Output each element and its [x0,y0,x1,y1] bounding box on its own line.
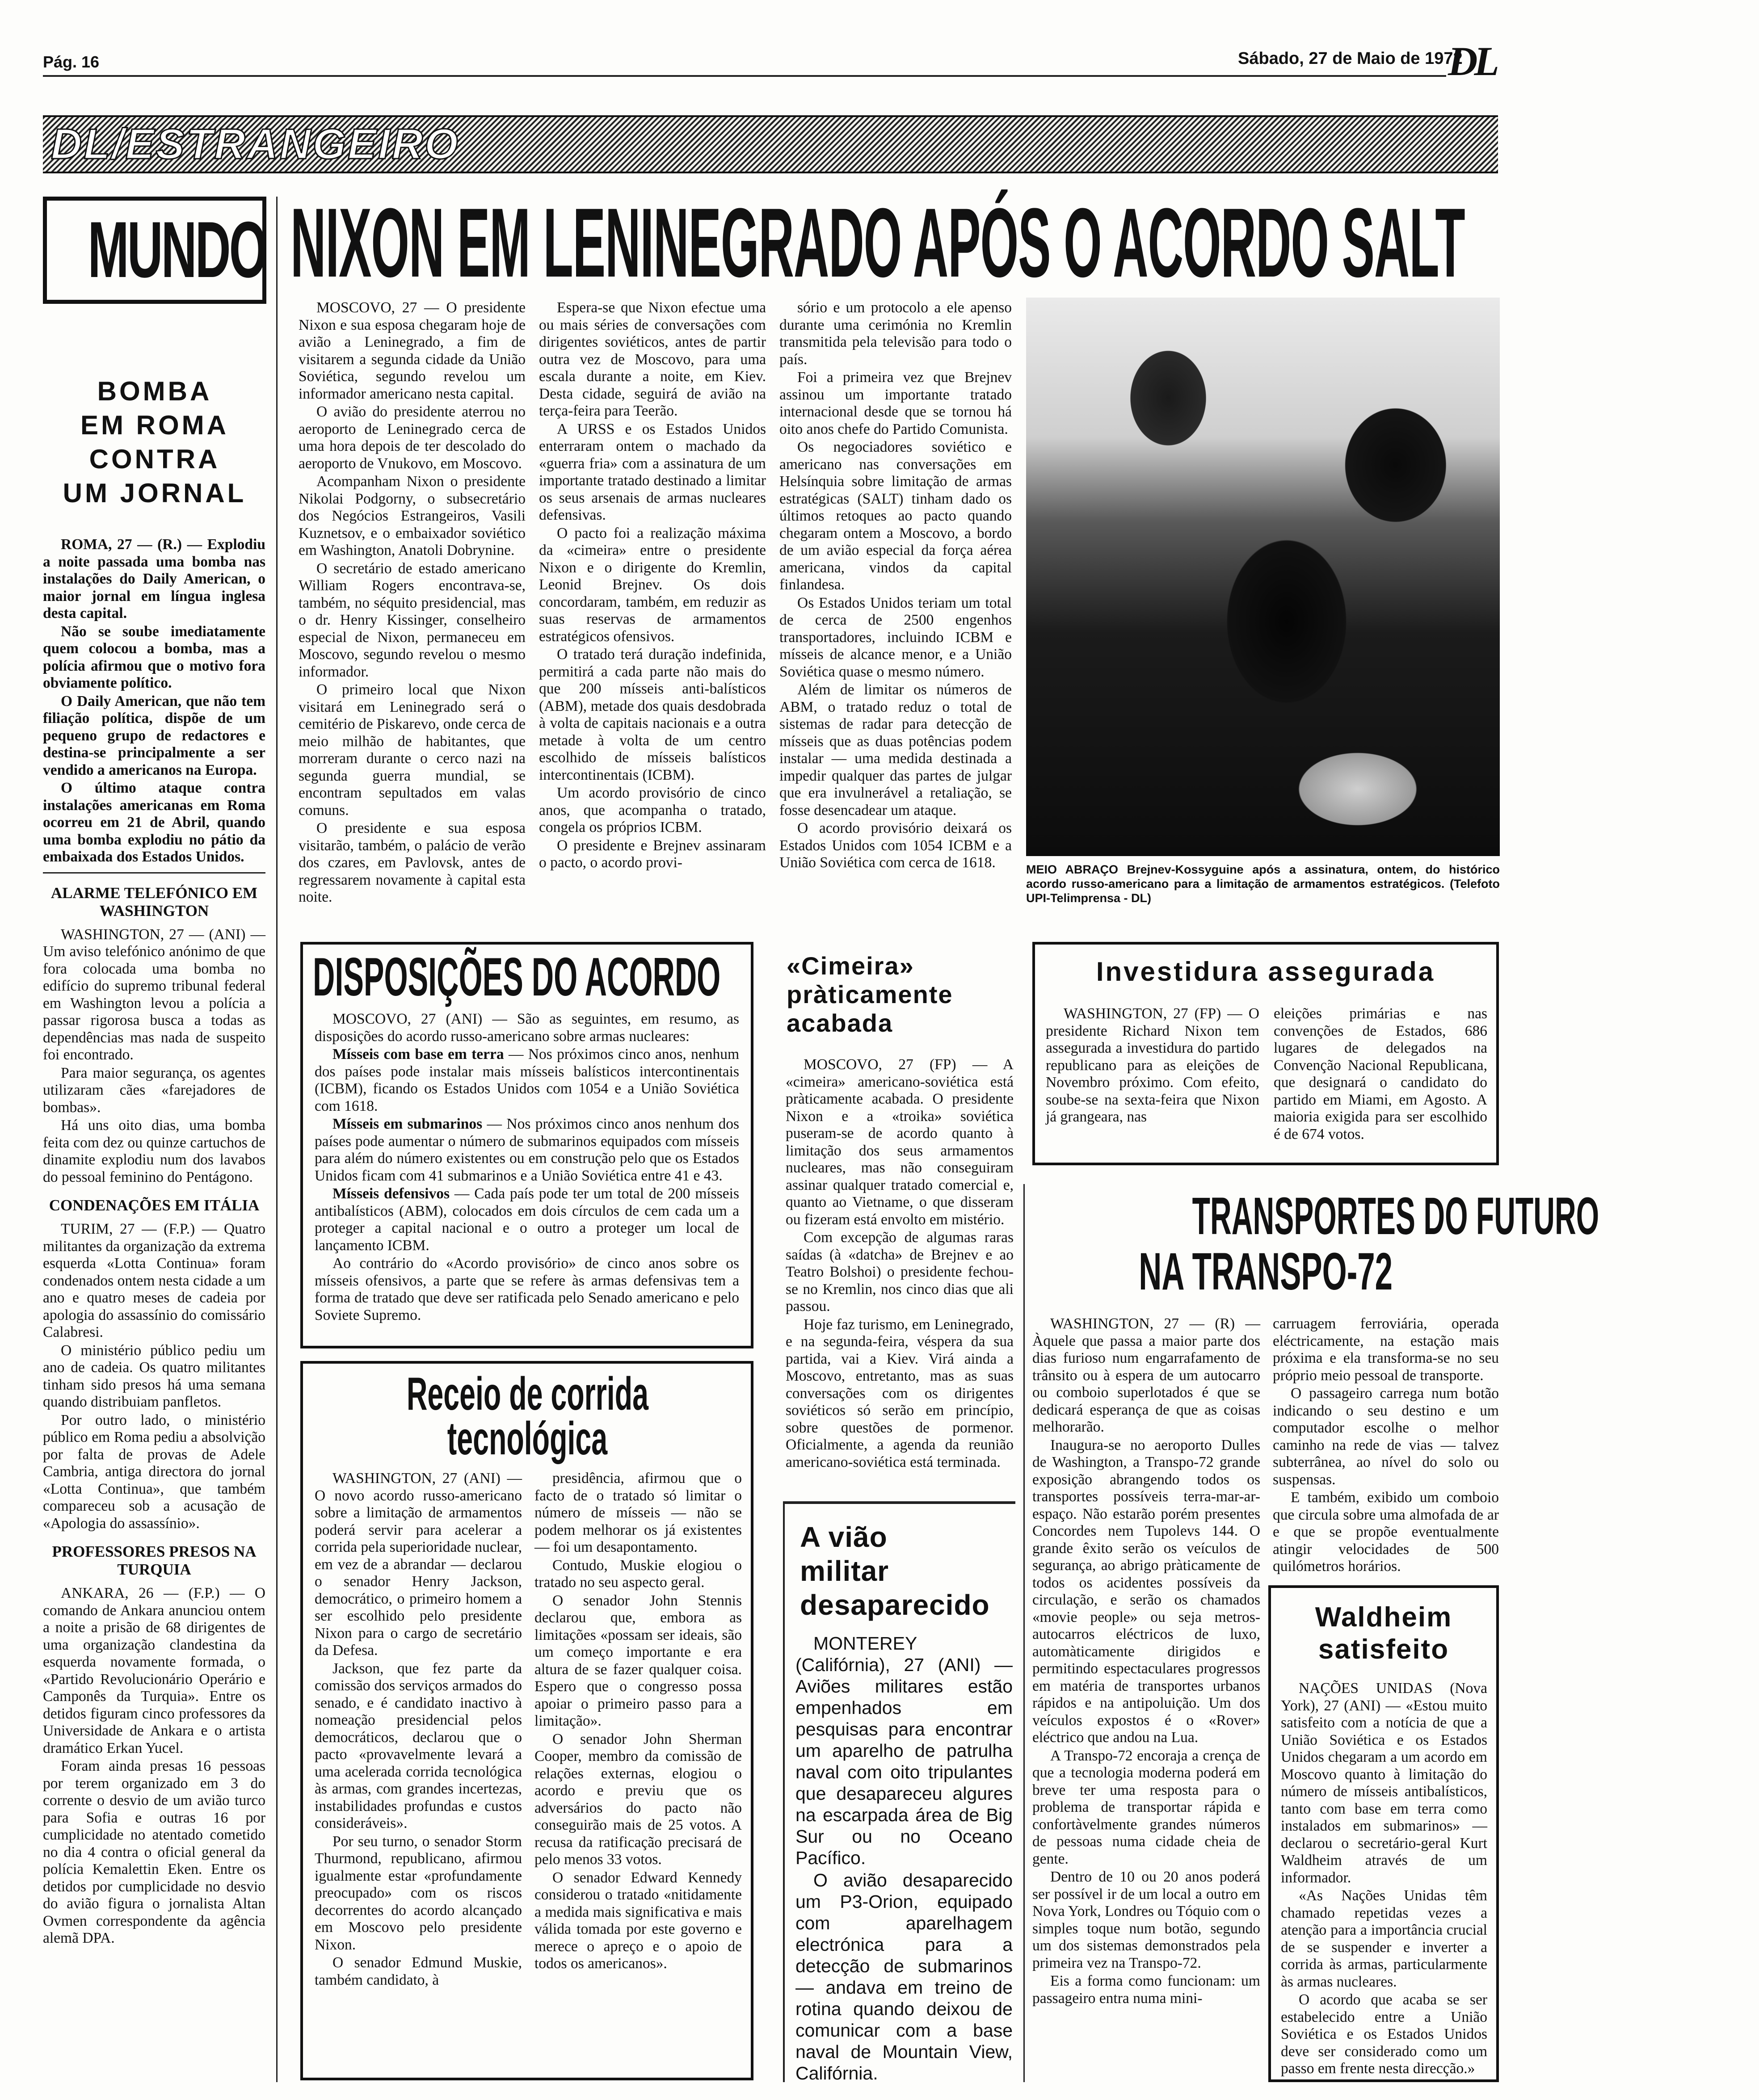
investidura-col-1 [1046,1005,1259,1157]
transportes-headline-line-2-wrap [1032,1244,1499,1299]
waldheim-headline-line-1: Waldheim [1315,1602,1452,1633]
rome-lead [43,536,265,866]
main-paragraph: O presidente e Brejnev assinaram o pacto, o acordo provi- [539,837,766,871]
cimeira-paragraph: Com excepção de algumas raras saídas (à «datcha» de Brejnev e ao Teatro Bolshoi) o presidente fechou-se no Kremlin, nos cinco dias que ali passou. [786,1229,1014,1315]
turim-paragraph: O ministério público pediu um ano de cadeia. Os quatro militantes tinham sido presos há uma semana quando distribuiam panfletos. [43,1342,265,1410]
receio-paragraph: Por seu turno, o senador Storm Thurmond, republicano, afirmou igualmente estar «profundamente preocupado» com os riscos decorrentes do acordo alcançado em Moscovo pelo presidente Nixon. [315,1833,522,1953]
transportes-headline [1032,1187,1599,1301]
receio-col-1 [315,1470,522,2073]
receio-paragraph: WASHINGTON, 27 (ANI) — O novo acordo russo-americano sobre a limitação de armamentos poderá servir para acelerar a corrida pela superioridade nuclear, em vez de a abrandar — declarou o senador Henry Jackson, democrático, o primeiro homem a ser escolhido pelo presidente Nixon para o cargo de secretário da Defesa. [315,1470,522,1659]
cimeira-paragraph: MOSCOVO, 27 (FP) — A «cimeira» americano-soviética está pràticamente acabada. O presidente Nixon e a «troika» soviética puseram-se de acordo quanto à limitação dos seus armamentos nucleares, mas não conseguiram assinar qualquer tratado comercial e, quanto ao Vietname, o que disseram ou fizeram está envolto em mistério. [786,1056,1014,1228]
investidura-col-2 [1274,1005,1487,1157]
main-paragraph: MOSCOVO, 27 — O presidente Nixon e sua esposa chegaram hoje de avião a Leninegrado, a fim de visitarem a segunda cidade da União Soviética, segundo revelou um informador americano nesta capital. [299,299,526,402]
disposicoes-headline: DISPOSIÇÕES DO ACORDO [313,946,721,1007]
main-paragraph: Espera-se que Nixon efectue uma ou mais séries de conversações com dirigentes soviéticos, antes de partir outra vez de Moscovo, para uma escala durante a noite, em Kiev. Desta cidade, seguirá de avião na terça-feira para Teerão. [539,299,766,419]
aviao-headline-line-2: militar [800,1555,889,1587]
main-paragraph: sório e um protocolo a ele apenso durante uma cerimónia no Kremlin transmitida pela televisão para todo o país. [779,299,1012,368]
mundo-label: MUNDO [88,205,266,294]
receio-paragraph: Jackson, que fez parte da comissão dos serviços armados do senado, e é candidato inactivo à nomeação presidencial pelos democráticos, declarou que o pacto «provavelmente levará a uma acelerada corrida tecnológica às armas, com grandes incertezas, instabilidades profundas e custos consideráveis». [315,1660,522,1831]
subhead-washington: ALARME TELEFÓNICO EM WASHINGTON [50,884,258,920]
photo-caption: MEIO ABRAÇO Brejnev-Kossyguine após a assinatura, ontem, do histórico acordo russo-americano para a limitação de armamentos estratégicos. (Telefoto UPI-Telimprensa - DL) [1026,863,1500,905]
main-paragraph: Além de limitar os números de ABM, o tratado reduz o total de sistemas de radar para detecção de mísseis que as duas potências podem instalar — uma medida destinada a impedir qualquer das partes de julgar que era invulnerável a retaliação, se fosse desencadear um ataque. [779,681,1012,819]
cimeira-headline-line-3: acabada [787,1009,893,1037]
receio-headline-line-1: Receio de corrida [406,1368,648,1420]
aviao-headline [800,1520,1010,1622]
transportes-paragraph: E também, exibido um comboio que circula sobre uma almofada de ar e que se propõe eventualmente atingir velocidades de 500 quilómetros horários. [1273,1489,1499,1575]
left-headline-line-3: CONTRA [89,444,220,474]
transportes-paragraph: carruagem ferroviária, operada eléctricamente, na estação mais próxima e ela transforma-se no seu próprio meio pessoal de transporte. [1273,1315,1499,1384]
left-headline-line-4: UM JORNAL [63,478,247,508]
main-paragraph: Acompanham Nixon o presidente Nikolai Podgorny, o subsecretário dos Negócios Estrangeiros, Vasili Kuznetsov, e o embaixador soviético em Washington, Anatoli Dobrynine. [299,473,526,559]
header-rule [43,75,1446,77]
left-headline-line-2: EM ROMA [80,410,229,440]
dl-logo: DL [1448,38,1496,84]
main-paragraph: Um acordo provisório de cinco anos, que acompanha o tratado, congela os próprios ICBM. [539,785,766,836]
transportes-headline-line-1-wrap [1032,1187,1599,1246]
left-column-body [43,536,265,2073]
left-divider [43,872,265,874]
transportes-paragraph: WASHINGTON, 27 — (R) — Àquele que passa a maior parte dos dias furioso num engarrafamento de trânsito ou à espera de um autocarro ou comboio superlotados é que se dedicará esperança de que as coisas melhorarão. [1032,1315,1260,1435]
waldheim-paragraph: «As Nações Unidas têm chamado repetidas vezes a atenção para a importância crucial de se suspender e inverter a corrida às armas, particularmente às armas nucleares. [1281,1887,1487,1990]
aviao-headline-line-1: A vião [800,1521,888,1553]
page-number: Pág. 16 [43,53,100,71]
left-headline [43,374,266,510]
disposicoes-item-label: Mísseis defensivos [332,1185,450,1202]
aviao-paragraph: O avião desaparecido um P3-Orion, equipado com aparelhagem electrónica para a detecção de submarinos — andava em treino de rotina quando deixou de comunicar com a base naval de Mountain View, Califórnia. [795,1870,1013,2083]
investidura-paragraph: WASHINGTON, 27 (FP) — O presidente Richard Nixon tem assegurada a investidura do partido republicano para as eleições de Novembro próximo. Com efeito, soube-se na sexta-feira que Nixon já grangeara, nas [1046,1005,1259,1125]
transportes-paragraph: Eis a forma como funcionam: um passageiro entra numa mini- [1032,1973,1260,2007]
transportes-left-rule [1023,1184,1025,2082]
aviao-paragraph: MONTEREY (Califórnia), 27 (ANI) — Aviões militares estão empenhados em pesquisas para encontrar um aparelho de patrulha naval com oito tripulantes que desapareceu algures na escarpada área de Big Sur ou no Oceano Pacífico. [795,1633,1013,1868]
receio-headline [313,1368,742,1465]
main-paragraph: Foi a primeira vez que Brejnev assinou um importante tratado internacional desde que se tornou há oito anos chefe do Partido Comunista. [779,369,1012,437]
rome-paragraph: O Daily American, que não tem filiação política, dispõe de um pequeno grupo de redactores e destina-se principalmente a ser vendido a americanos na Europa. [43,693,265,778]
cimeira-headline-line-1: «Cimeira» [787,952,914,980]
main-col-1 [299,299,526,925]
main-headline-wrap [290,188,1502,298]
main-paragraph: O pacto foi a realização máxima da «cimeira» entre o presidente Nixon e o dirigente do Kremlin, Leonid Brejnev. Os dois concordaram, também, em reduzir as suas reservas de armamentos estratégicos ofensivos. [539,525,766,645]
subhead-turquia: PROFESSORES PRESOS NA TURQUIA [52,1543,257,1578]
aviao-body [795,1633,1013,2083]
cimeira-headline [787,952,1010,1037]
investidura-headline: Investidura assegurada [1096,957,1435,987]
waldheim-paragraph: O acordo que acaba se ser estabelecido entre a União Soviética e os Estados Unidos deve ser considerado como um passo em frente nesta direcção.» [1281,1991,1487,2077]
transportes-col-2 [1273,1315,1499,1575]
rome-paragraph: ROMA, 27 — (R.) — Explodiu a noite passada uma bomba nas instalações do Daily American, o maior jornal em língua inglesa desta capital. [43,536,265,622]
left-headline-line-1: BOMBA [97,376,212,406]
section-title: DL/ESTRANGEIRO [51,120,460,168]
brejnev-kossyguine-photo [1026,298,1500,856]
receio-headline-line-2-wrap [313,1413,742,1465]
receio-headline-line-1-wrap [313,1368,742,1420]
receio-paragraph: O senador Edward Kennedy considerou o tratado «nitidamente a medida mais significativa e mais válida tomada por este governo e merece o apreço e o apoio de todos os americanos». [534,1869,742,1972]
section-banner [43,115,1498,173]
main-headline: NIXON EM LENINEGRADO APÓS O ACORDO SALT [290,188,1465,298]
disposicoes-closing: Ao contrário do «Acordo provisório» de cinco anos sobre os mísseis ofensivos, a parte que se refere às armas defensivas tem a forma de tratado que deve ser ratificada pelo Senado americano e pelo Soviete Supremo. [315,1255,739,1323]
receio-paragraph: O senador John Sherman Cooper, membro da comissão de relações externas, elogiou o acordo e previu que os adversários do pacto não conseguirão mais de 25 votos. A recusa da ratificação precisará de pelo menos 33 votos. [534,1730,742,1868]
disposicoes-item [315,1046,739,1115]
aviao-top-rule [783,1501,1015,1504]
receio-paragraph: O senador Edmund Muskie, também candidato, à [315,1954,522,1988]
receio-col-2 [534,1470,742,2073]
aviao-headline-line-3: desaparecido [800,1589,990,1621]
waldheim-headline-line-2: satisfeito [1318,1634,1449,1665]
washington-paragraph: Para maior segurança, os agentes utilizaram cães «farejadores de bombas». [43,1064,265,1116]
receio-paragraph: presidência, afirmou que o facto de o tratado só limitar o número de mísseis — não se podem melhorar os já existentes — foi um desapontamento. [534,1470,742,1555]
main-paragraph: O acordo provisório deixará os Estados Unidos com 1054 ICBM e a União Soviética com cerca de 1618. [779,820,1012,871]
aviao-left-rule [783,1501,785,2082]
ankara-paragraph: ANKARA, 26 — (F.P.) — O comando de Ankara anunciou ontem a noite a prisão de 68 dirigentes de uma organização clandestina da esquerda novamente formada, o «Partido Revolucionário Operário e Camponês da Turquia». Entre os detidos figuram cinco professores da Universidade de Ankara e o artista dramático Erkan Yucel. [43,1585,265,1756]
cimeira-headline-line-2: pràticamente [787,980,953,1008]
rome-paragraph: Não se soube imediatamente quem colocou a bomba, mas a polícia afirmou que o motivo fora obviamente político. [43,623,265,691]
disposicoes-intro: MOSCOVO, 27 (ANI) — São as seguintes, em resumo, as disposições do acordo russo-americano sobre armas nucleares: [315,1011,739,1045]
disposicoes-item-text: — Nos próximos cinco anos nenhum dos países pode aumentar o número de submarinos equipados com mísseis para além do número existentes ou em construção pelo que os Estados Unidos ficam com 41 submarinos e a União Soviética entre 41 e 43. [315,1116,740,1184]
disposicoes-body [315,1011,739,1341]
main-paragraph: O primeiro local que Nixon visitará em Leninegrado será o cemitério de Piskarevo, onde cerca de meio milhão de habitantes, que morreram durante o cerco nazi na segunda guerra mundial, se encontram sepultados em valas comuns. [299,681,526,819]
transportes-headline-line-2: NA TRANSPO-72 [1139,1242,1393,1301]
left-column-rule [276,197,278,2082]
receio-headline-line-2: tecnológica [447,1413,608,1465]
turim-paragraph: TURIM, 27 — (F.P.) — Quatro militantes da organização da extrema esquerda «Lotta Continua» foram condenados ontem nesta cidade a um ano e quatro meses de cadeia por apologia do assassínio do comissário Calabresi. [43,1221,265,1340]
main-col-3 [779,299,1012,925]
waldheim-body [1281,1680,1487,2077]
transportes-paragraph: A Transpo-72 encoraja a crença de que a tecnologia moderna poderá em breve ter uma resposta para o problema de transportar rápida e confortàvelmente grandes números de pessoas numa cidade cheia de gente. [1032,1747,1260,1867]
transportes-paragraph: Dentro de 10 ou 20 anos poderá ser possível ir de um local a outro em Nova York, Londres ou Tóquio com o simples toque num botão, segundo um dos sistemas demonstrados pela primeira vez na Transpo-72. [1032,1869,1260,1971]
transportes-paragraph: O passageiro carrega num botão indicando o seu destino e um computador escolhe o melhor caminho na rede de vias — talvez subterrânea, ao nível do solo ou suspensas. [1273,1385,1499,1488]
main-col-2 [539,299,766,925]
disposicoes-item-label: Mísseis em submarinos [332,1116,483,1132]
ankara-paragraph: Foram ainda presas 16 pessoas por terem organizado em 3 do corrente o desvio de um avião turco para Sofia e outras 16 por cumplicidade no atentado cometido no dia 4 contra o oficial general da polícia Kemalettin Eken. Entre os detidos por cumplicidade no desvio do avião figura o jornalista Altan Ovmen correspondente da agência alemã DPA. [43,1758,265,1946]
disposicoes-item-label: Mísseis com base em terra [332,1046,504,1063]
main-paragraph: Os Estados Unidos teriam um total de cerca de 2500 engenhos transportadores, incluindo ICBM e mísseis de alcance menor, e a União Soviética quase o mesmo número. [779,594,1012,680]
washington-paragraph: Há uns oito dias, uma bomba feita com dez ou quinze cartuchos de dinamite explodiu num dos lavabos do pessoal feminino do Pentágono. [43,1117,265,1185]
washington-paragraph: WASHINGTON, 27 — (ANI) — Um aviso telefónico anónimo de que fora colocada uma bomba no edifício do supremo tribunal federal em Washington levou a polícia a passar rigorosa busca a todas as dependências mas nada de suspeito foi encontrado. [43,926,265,1063]
rome-paragraph: O último ataque contra instalações americanas em Roma ocorreu em 21 de Abril, quando uma bomba explodiu no pátio da embaixada dos Estados Unidos. [43,780,265,865]
cimeira-body [786,1056,1014,1485]
main-paragraph: Os negociadores soviético e americano nas conversações em Helsínquia sobre limitação de armas estratégicas (SALT) tinham dado os últimos retoques ao pacto quando chegaram ontem a Moscovo, a bordo de um avião especial da força aérea americana, vindos da capital finlandesa. [779,439,1012,593]
mundo-label-box [43,197,266,304]
transportes-paragraph: Inaugura-se no aeroporto Dulles de Washington, a Transpo-72 grande exposição abrangendo todos os transportes possíveis terra-mar-ar-espaço. Não estarão porém presentes Concordes nem Tupolevs 144. O grande êxito serão os veículos de segurança, ao abrigo pràticamente de todos os acidentes possíveis da circulação, e serão os chamados «movie people» ou seja metros-autocarros eléctricos de luxo, automàticamente dirigidos e permitindo espectaculares progressos em matéria de transportes urbanos rápidos e na antipoluição. Um dos veículos expostos é o «Rover» eléctrico que andou na Lua. [1032,1436,1260,1746]
receio-paragraph: Contudo, Muskie elogiou o tratado no seu aspecto geral. [534,1557,742,1591]
receio-paragraph: O senador John Stennis declarou que, embora as limitações «possam ser ideais, são um começo importante e era altura de se fazer qualquer coisa. Espero que o congresso possa apoiar o primeiro passo para a limitação». [534,1592,742,1729]
disposicoes-item-text: — Nos próximos cinco anos, nenhum dos países pode instalar mais mísseis balísticos intercontinentais (ICBM), ficando os Estados Unidos com 1054 e a União Soviética com 1618. [315,1046,739,1114]
main-paragraph: A URSS e os Estados Unidos enterraram ontem o machado da «guerra fria» com a assinatura de um importante tratado destinado a limitar os seus arsenais de armas nucleares defensivas. [539,420,766,523]
main-paragraph: O presidente e sua esposa visitarão, também, o palácio de verão dos czares, em Pavlovsk, antes de regressarem novamente à capital esta noite. [299,820,526,905]
main-paragraph: O tratado terá duração indefinida, permitirá a cada parte não mais do que 200 mísseis anti-balísticos (ABM), metade dos quais desdobrada à volta de capitais nacionais e a outra metade à volta de um centro escolhido de mísseis balísticos intercontinentais (ICBM). [539,646,766,783]
disposicoes-item [315,1185,739,1254]
page-date: Sábado, 27 de Maio de 1972 [1238,49,1463,68]
main-paragraph: O secretário de estado americano William Rogers encontrava-se, também, no séquito presidencial, mas o dr. Henry Kissinger, conselheiro especial de Nixon, permaneceu em Moscovo, segundo revelou o mesmo informador. [299,560,526,680]
disposicoes-item [315,1116,739,1184]
disposicoes-item-text: — Cada país pode ter um total de 200 mísseis antibalísticos (ABM), colocados em dois círculos de cem cada um a proteger a capital nacional e o outro a proteger um local de lançamento ICBM. [315,1185,740,1254]
disposicoes-headline-wrap [313,946,742,1009]
turim-paragraph: Por outro lado, o ministério público em Roma pediu a absolvição por falta de provas de Adele Cambria, antiga directora do jornal «Lotta Continua», que também compareceu sob a acusação de «Apologia do assassínio». [43,1411,265,1532]
main-paragraph: O avião do presidente aterrou no aeroporto de Leninegrado cerca de uma hora depois de ter descolado do aeroporto de Vnukovo, em Moscovo. [299,403,526,472]
subhead-italia: CONDENAÇÕES EM ITÁLIA [49,1197,260,1214]
investidura-paragraph: eleições primárias e nas convenções de Estados, 686 lugares de delegados na Convenção Nacional Republicana, que designará o candidato do partido em Miami, em Agosto. A maioria exigida para ser escolhido é de 674 votos. [1274,1005,1487,1142]
cimeira-paragraph: Hoje faz turismo, em Leninegrado, e na segunda-feira, véspera da sua partida, vai a Kiev. Virá ainda a Moscovo, entretanto, mas as suas conversações com os dirigentes soviéticos só serão em princípio, sobre questões de pormenor. Oficialmente, a agenda da reunião americano-soviética está terminada. [786,1316,1014,1470]
waldheim-headline [1274,1601,1494,1666]
transportes-col-1 [1032,1315,1260,2082]
transportes-headline-line-1: TRANSPORTES DO FUTURO [1192,1187,1599,1246]
waldheim-paragraph: NAÇÕES UNIDAS (Nova York), 27 (ANI) — «Estou muito satisfeito com a notícia de que a União Soviética e os Estados Unidos chegaram a um acordo em Moscovo quanto à limitação do número de mísseis antibalísticos, tanto com base em terra como instalados em submarinos» — declarou o secretário-geral Kurt Waldheim através de um informador. [1281,1680,1487,1886]
